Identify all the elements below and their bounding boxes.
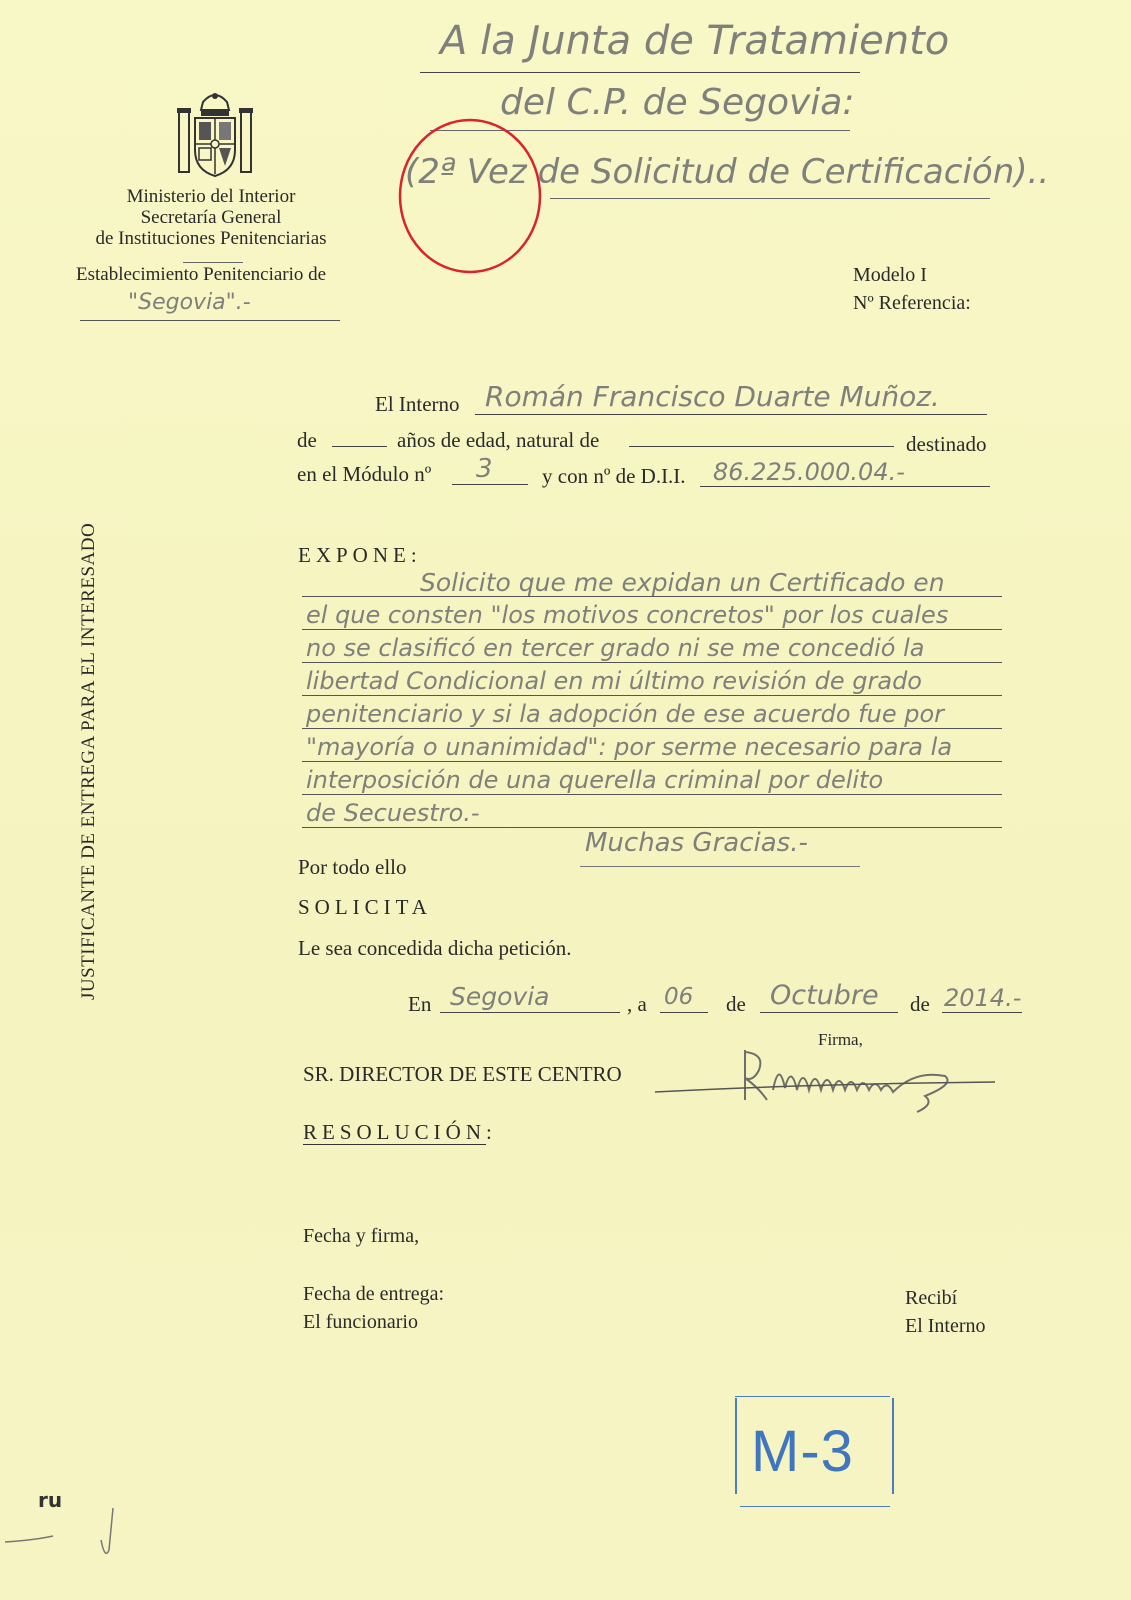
expone-line-1: Solicito que me expidan un Certificado en bbox=[420, 568, 945, 597]
expone-rule-2 bbox=[302, 629, 1002, 630]
inmate-name: Román Francisco Duarte Muñoz. bbox=[485, 380, 940, 413]
dii-value: 86.225.000.04.- bbox=[713, 458, 905, 486]
expone-line-5: penitenciario y si la adopción de ese acuerdo fue por bbox=[306, 700, 944, 728]
stamp-text: M-3 bbox=[751, 1419, 854, 1484]
date-de1-label: de bbox=[726, 992, 746, 1016]
expone-line-4: libertad Condicional en mi último revisión de grado bbox=[306, 667, 922, 695]
date-year: 2014.- bbox=[944, 984, 1022, 1012]
establishment-value: "Segovia".- bbox=[128, 290, 251, 315]
side-receipt-label: JUSTIFICANTE DE ENTREGA PARA EL INTERESADO bbox=[78, 522, 99, 1000]
resolucion-heading bbox=[303, 1120, 497, 1145]
expone-line-8: de Secuestro.- bbox=[306, 799, 480, 827]
date-place: Segovia bbox=[450, 982, 550, 1011]
directorate-name: de Instituciones Penitenciarias bbox=[95, 228, 327, 249]
date-day-line bbox=[660, 1012, 708, 1013]
date-a-label: , a bbox=[627, 992, 647, 1016]
spanish-coat-of-arms-icon bbox=[175, 88, 255, 183]
expone-rule-4 bbox=[302, 695, 1002, 696]
date-month: Octubre bbox=[770, 980, 879, 1011]
module-value: 3 bbox=[476, 454, 493, 484]
handwritten-request-note: (2ª Vez de Solicitud de Certificación).. bbox=[405, 152, 1050, 192]
handwritten-addressee-line2: del C.P. de Segovia: bbox=[500, 82, 855, 123]
inmate-label: El Interno bbox=[375, 392, 460, 416]
module-line bbox=[452, 484, 528, 485]
de-label: de bbox=[297, 428, 317, 452]
expone-label: EXPONE: bbox=[298, 543, 422, 567]
destinado-label: destinado bbox=[906, 432, 987, 456]
ministry-name: Ministerio del Interior bbox=[126, 186, 296, 207]
date-place-line bbox=[440, 1012, 620, 1013]
recibi-label: Recibí bbox=[905, 1287, 958, 1309]
model-label: Modelo I bbox=[853, 264, 927, 286]
stamp-bottom-rule bbox=[740, 1506, 890, 1507]
birthplace-line bbox=[629, 446, 894, 447]
resolucion-colon: : bbox=[486, 1120, 497, 1144]
reference-label: Nº Referencia: bbox=[853, 292, 971, 314]
date-month-line bbox=[760, 1012, 898, 1013]
red-circle-annotation bbox=[392, 112, 552, 282]
resolucion-label: RESOLUCIÓN bbox=[303, 1120, 487, 1144]
module-stamp bbox=[735, 1398, 894, 1494]
date-day: 06 bbox=[664, 984, 694, 1010]
closing-underline bbox=[580, 866, 860, 867]
fecha-firma-label: Fecha y firma, bbox=[303, 1225, 420, 1247]
pencil-mark-icon bbox=[5, 1500, 135, 1570]
age-line bbox=[332, 446, 387, 447]
recibi-interno-label: El Interno bbox=[905, 1315, 986, 1337]
secretariat-name: Secretaría General bbox=[140, 207, 282, 228]
emblem-divider bbox=[183, 262, 243, 263]
signature-scribble-icon bbox=[655, 1040, 1015, 1130]
addressee-underline-1 bbox=[420, 72, 860, 73]
establishment-underline bbox=[80, 320, 340, 321]
handwritten-addressee-line1: A la Junta de Tratamiento bbox=[440, 18, 950, 64]
expone-rule-3 bbox=[302, 662, 1002, 663]
note-underline bbox=[550, 198, 990, 199]
director-addressee: SR. DIRECTOR DE ESTE CENTRO bbox=[303, 1062, 622, 1086]
expone-line-2: el que consten "los motivos concretos" por los cuales bbox=[306, 601, 949, 629]
module-label: en el Módulo nº bbox=[297, 462, 432, 486]
dii-label: y con nº de D.I.I. bbox=[542, 464, 686, 488]
expone-line-3: no se clasificó en tercer grado ni se me concedió la bbox=[306, 634, 925, 662]
expone-rule-7 bbox=[302, 794, 1002, 795]
solicita-label: SOLICITA bbox=[298, 895, 432, 919]
expone-rule-6 bbox=[302, 761, 1002, 762]
establishment-label: Establecimiento Penitenciario de bbox=[76, 264, 327, 285]
peticion-text: Le sea concedida dicha petición. bbox=[298, 936, 572, 960]
age-label: años de edad, natural de bbox=[397, 428, 600, 452]
date-year-line bbox=[942, 1012, 1022, 1013]
stamp-top-rule bbox=[735, 1396, 890, 1397]
expone-rule-5 bbox=[302, 728, 1002, 729]
inmate-name-line bbox=[475, 414, 987, 415]
dii-line bbox=[700, 486, 990, 487]
firma-label: Firma, bbox=[818, 1030, 863, 1049]
date-en-label: En bbox=[408, 992, 432, 1016]
date-de2-label: de bbox=[910, 992, 930, 1016]
expone-line-6: "mayoría o unanimidad": por serme necesario para la bbox=[306, 733, 953, 761]
expone-line-7: interposición de una querella criminal por delito bbox=[306, 766, 884, 794]
entrega-fecha-label: Fecha de entrega: bbox=[303, 1283, 445, 1305]
entrega-funcionario-label: El funcionario bbox=[303, 1311, 418, 1333]
expone-closing: Muchas Gracias.- bbox=[585, 828, 808, 858]
corner-mark: ru bbox=[38, 1488, 63, 1512]
por-todo-ello: Por todo ello bbox=[298, 855, 407, 879]
